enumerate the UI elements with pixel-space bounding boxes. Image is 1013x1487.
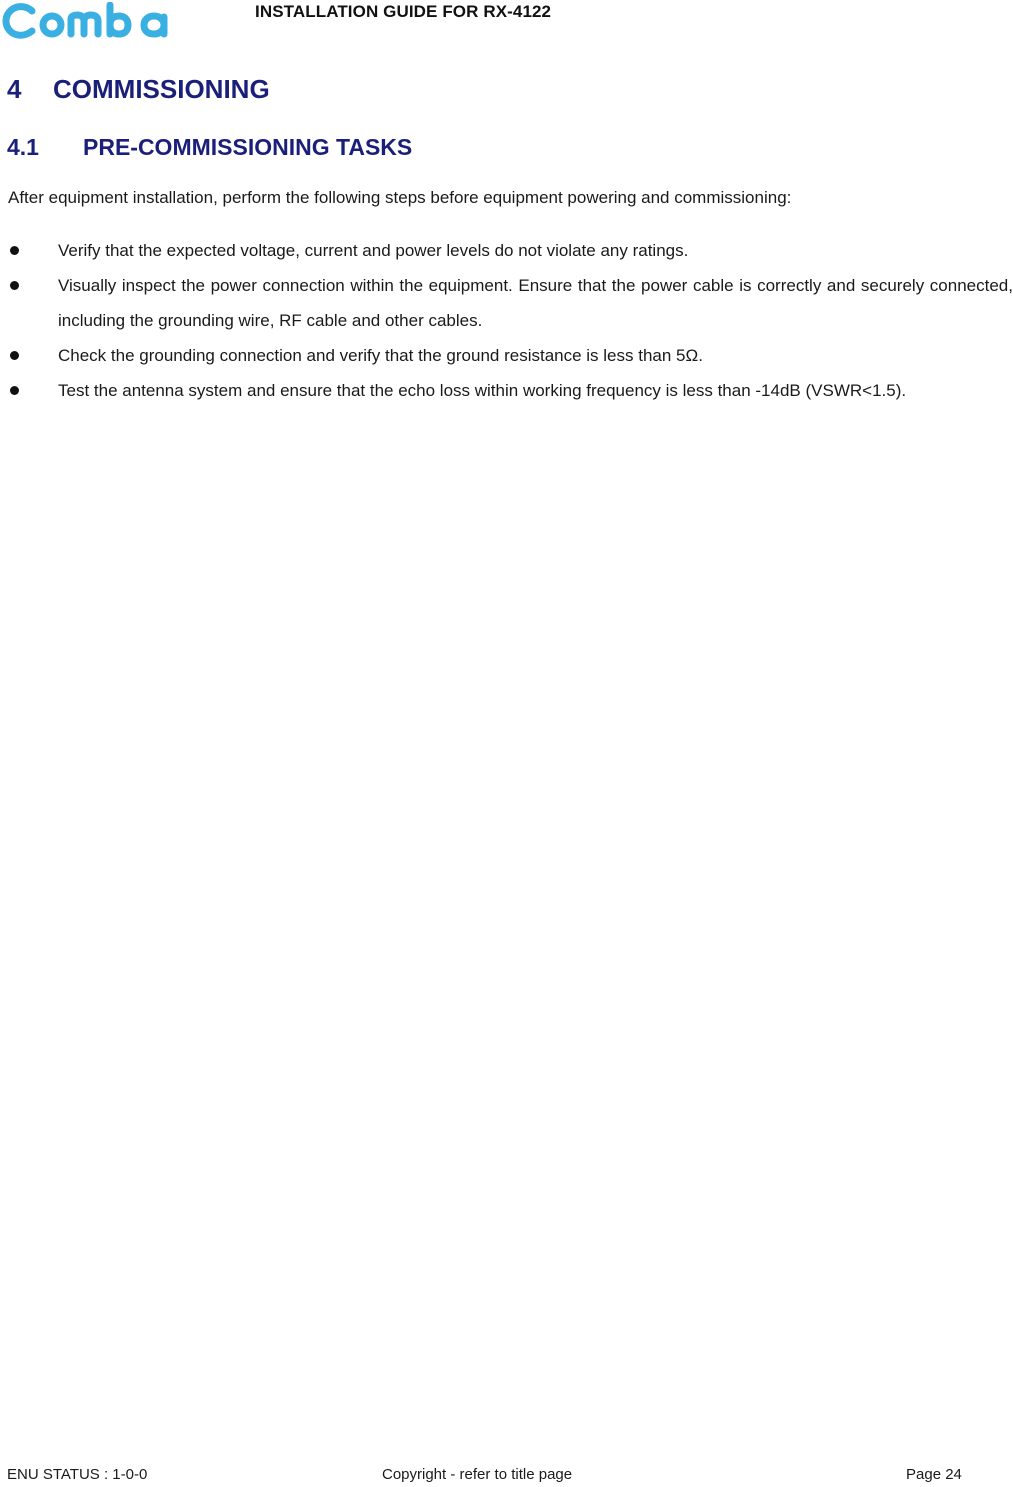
subsection-title: PRE-COMMISSIONING TASKS (83, 134, 413, 160)
document-title: INSTALLATION GUIDE FOR RX-4122 (255, 2, 552, 21)
section-number: 4 (7, 74, 22, 104)
list-item-text: Check the grounding connection and verify that the ground resistance is less than 5Ω. (58, 346, 703, 365)
task-list (8, 233, 1013, 408)
list-item (8, 373, 1013, 408)
list-item (8, 268, 1013, 338)
section-heading (7, 74, 270, 105)
list-item (8, 233, 1013, 268)
bullet-icon (10, 281, 19, 290)
subsection-heading (7, 134, 412, 161)
bullet-icon (10, 386, 19, 395)
intro-paragraph: After equipment installation, perform the following steps before equipment powering and commissioning: (8, 188, 792, 207)
footer-page-number: Page 24 (906, 1466, 962, 1483)
comba-logo (2, 2, 184, 40)
footer-copyright: Copyright - refer to title page (382, 1466, 573, 1483)
bullet-icon (10, 351, 19, 360)
bullet-icon (10, 246, 19, 255)
subsection-number: 4.1 (7, 134, 39, 160)
list-item-text: Test the antenna system and ensure that the echo loss within working frequency is less than -14dB (VSWR<1.5). (58, 381, 907, 400)
list-item (8, 338, 1013, 373)
footer-status: ENU STATUS : 1-0-0 (7, 1466, 148, 1483)
list-item-text: Visually inspect the power connection within the equipment. Ensure that the power cable is correctly and securely connected, including the grounding wire, RF cable and other cables. (58, 276, 1013, 330)
list-item-text: Verify that the expected voltage, current and power levels do not violate any ratings. (58, 241, 689, 260)
section-title: COMMISSIONING (53, 74, 270, 104)
